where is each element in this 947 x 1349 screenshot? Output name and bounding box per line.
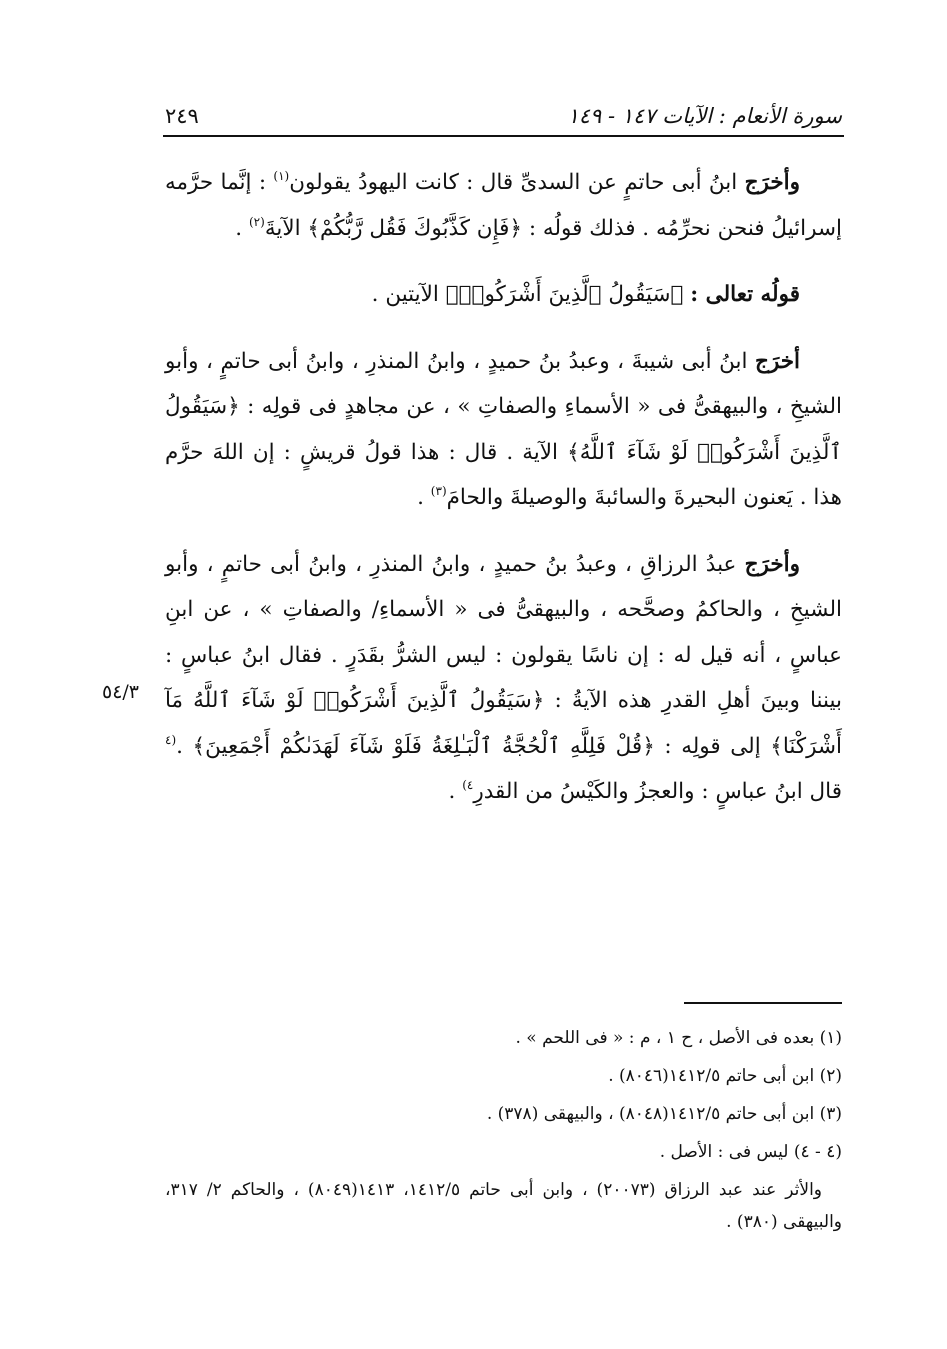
paragraph-3 bbox=[165, 339, 842, 521]
paragraph-text: : إنَّما حرَّمه إسرائيلُ فنحن نحرِّمُه . فذلك قولُه : ﴿فَإِن كَذَّبُوكَ فَقُل رَّبُّكُمْ﴾ الآيةَ bbox=[165, 170, 842, 241]
footnotes bbox=[165, 1022, 842, 1244]
paragraph-text: . bbox=[417, 485, 424, 510]
paragraph-text: قال ابنُ عباسٍ : والعجزُ والكَيْسُ من القدرِ bbox=[473, 779, 842, 804]
footnote-marker[interactable]: (١) bbox=[273, 169, 290, 183]
footnote-4-continuation: والأثر عند عبد الرزاق (٢٠٠٧٣) ، وابن أبى حاتم ١٤١٢/٥، ١٤١٣(٨٠٤٩) ، والحاكم ٢/ ٣١٧، والبيهقى (٣٨٠) . bbox=[165, 1180, 842, 1232]
verse-heading bbox=[165, 272, 842, 318]
paragraph-lead: أخرَج bbox=[754, 348, 800, 374]
paragraph-text: عبدُ الرزاقِ ، وعبدُ بنُ حميدٍ ، وابنُ المنذرِ ، وابنُ أبى حاتمٍ ، وأبو الشيخِ ، والحاكمُ وصحَّحه ، والبيهقىُّ فى « الأسماءِ/ والصفاتِ » ، عن ابنِ عباسٍ ، أنه قيل له : إن ناسًا يقولون : ليس الشرُّ بقَدَرٍ . فقال ابنُ عباسٍ : بيننا وبينَ أهلِ القدرِ هذه الآيةُ : ﴿سَيَقُولُ ٱلَّذِينَ أَشْرَكُوا۟ لَوْ شَآءَ ٱللَّهُ مَآ أَشْرَكْنَا﴾ إلى قولِه : ﴿قُلْ فَلِلَّهِ ٱلْحُجَّةُ ٱلْبَـٰلِغَةُ فَلَوْ شَآءَ لَهَدَىٰكُمْ أَجْمَعِينَ﴾ . bbox=[165, 551, 842, 759]
header-rule bbox=[163, 135, 844, 137]
footnote-rule bbox=[684, 1002, 842, 1004]
footnote-4: (٤ - ٤) ليس فى : الأصل . bbox=[659, 1142, 842, 1162]
quran-verse: ﴿سَيَقُولُ ٱلَّذِينَ أَشْرَكُوا۟﴾ bbox=[445, 282, 684, 307]
footnote-2: (٢) ابن أبى حاتم ١٤١٢/٥(٨٠٤٦) . bbox=[608, 1066, 842, 1086]
footnote-marker[interactable]: (٣) bbox=[430, 484, 447, 498]
paragraph-lead: وأخرَج bbox=[744, 551, 800, 577]
page-header bbox=[165, 80, 842, 128]
running-title: سورة الأنعام : الآيات ١٤٧ - ١٤٩ bbox=[567, 104, 842, 128]
main-text bbox=[165, 160, 842, 836]
footnote-3: (٣) ابن أبى حاتم ١٤١٢/٥(٨٠٤٨) ، والبيهقى (٣٧٨) . bbox=[486, 1104, 842, 1124]
heading-lead: قولُه تعالى : bbox=[690, 282, 800, 307]
heading-text: الآيتين . bbox=[371, 282, 439, 307]
footnote-marker[interactable]: ٤) bbox=[462, 778, 474, 792]
footnote-marker[interactable]: (٢) bbox=[248, 214, 265, 229]
paragraph-text: ابنُ أبى حاتمٍ عن السدىِّ قال : كانت اليهودُ يقولون bbox=[289, 170, 738, 195]
footnote-marker[interactable]: (٤ bbox=[165, 732, 177, 747]
paragraph-4 bbox=[165, 542, 842, 815]
margin-reference: ٥٤/٣ bbox=[102, 681, 140, 703]
paragraph-text: . bbox=[235, 215, 243, 241]
footnote-1: (١) بعده فى الأصل ، ح ١ ، م : « فى اللحم » . bbox=[515, 1028, 842, 1048]
page-number: ٢٤٩ bbox=[165, 104, 199, 128]
paragraph-lead: وأخرَج bbox=[744, 170, 800, 195]
paragraph-text: ابنُ أبى شيبةَ ، وعبدُ بنُ حميدٍ ، وابنُ المنذرِ ، وابنُ أبى حاتمٍ ، وأبو الشيخِ ، والبيهقىُّ فى « الأسماءِ والصفاتِ » ، عن مجاهدٍ فى قولِه : ﴿سَيَقُولُ ٱلَّذِينَ أَشْرَكُوا۟ لَوْ شَآءَ ٱللَّهُ﴾ الآية . قال : هذا قولُ قريشٍ : إن اللهَ حرَّم هذا . يَعنون البحيرةَ والسائبةَ والوصيلةَ والحامَ bbox=[165, 348, 842, 510]
paragraph-text: . bbox=[448, 779, 456, 804]
paragraph-1 bbox=[165, 160, 842, 251]
